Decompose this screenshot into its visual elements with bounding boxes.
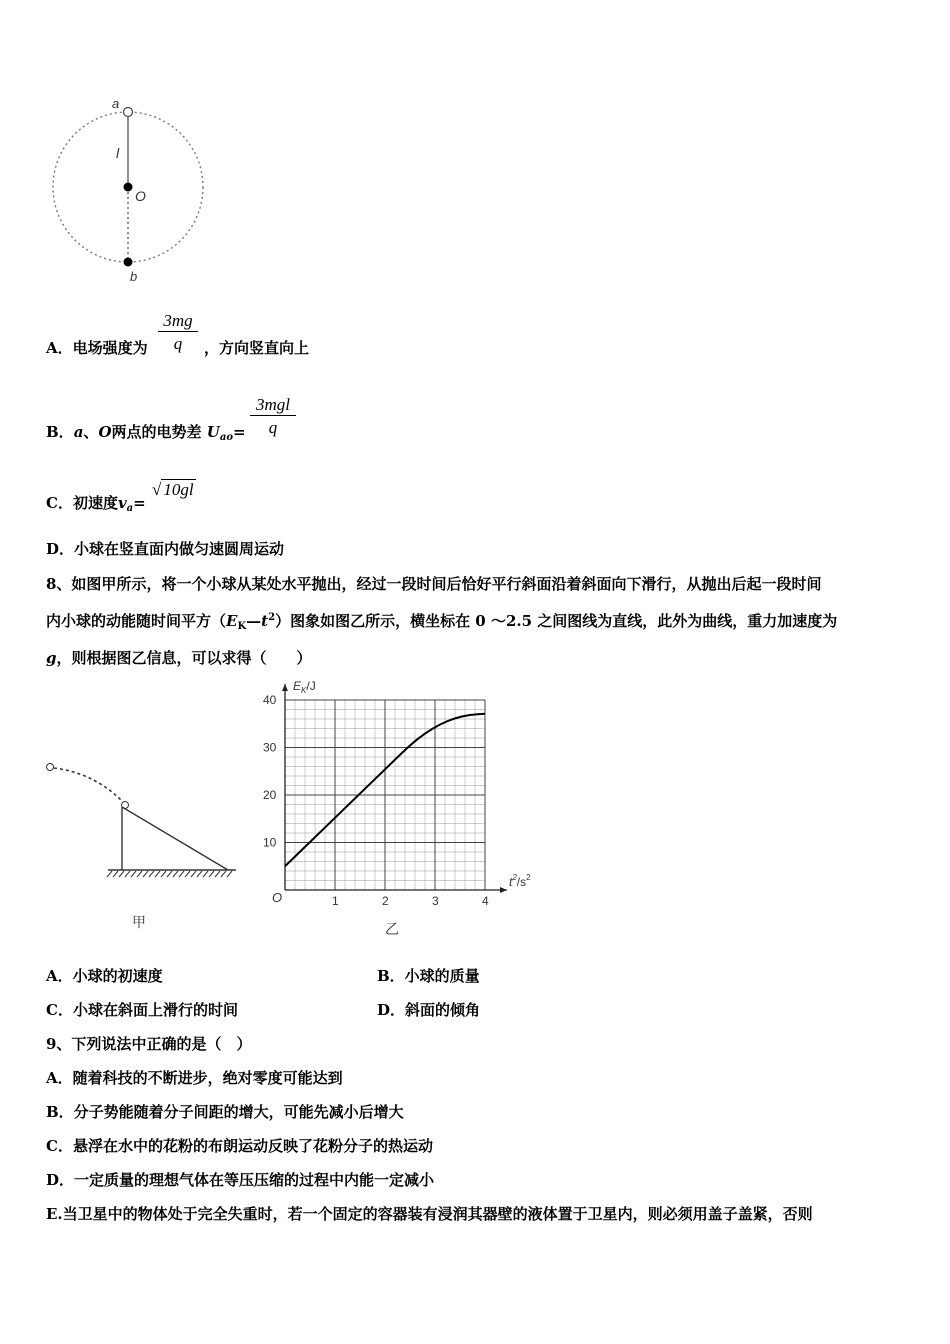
option-8a: A．小球的初速度 xyxy=(46,967,163,985)
q9-title: 9、下列说法中正确的是（ ） xyxy=(46,1035,252,1053)
y-tick-label: 40 xyxy=(263,693,277,707)
option-9e: E.当卫星中的物体处于完全失重时，若一个固定的容器装有浸润其器壁的液体置于卫星内，则必须用盖子盖紧，否则 xyxy=(46,1205,813,1223)
option-7a-suffix: ，方向竖直向上 xyxy=(204,339,310,357)
option-8d: D．斜面的倾角 xyxy=(377,1001,481,1019)
option-9b: B．分子势能随着分子间距的增大，可能先减小后增大 xyxy=(46,1103,404,1121)
fraction-3mg-over-q: 3mg q xyxy=(158,311,198,354)
label-O: O xyxy=(135,188,146,204)
option-7b: B．a、O两点的电势差 $U_{ao}=$ xyxy=(46,423,246,443)
x-tick-label: 3 xyxy=(432,894,439,908)
chart-y-axis-label: $E_K/J$ xyxy=(293,679,316,695)
point-O xyxy=(124,183,133,192)
label-b: b xyxy=(130,269,138,284)
launch-ball xyxy=(47,764,54,771)
fraction-3mgl-over-q: 3mgl q xyxy=(250,395,296,438)
option-7d: D．小球在竖直面内做匀速圆周运动 xyxy=(46,540,285,558)
x-tick-label: 1 xyxy=(332,894,339,908)
y-tick-label: 30 xyxy=(263,740,277,755)
option-9c: C．悬浮在水中的花粉的布朗运动反映了花粉分子的热运动 xyxy=(46,1137,433,1155)
x-axis-arrow xyxy=(500,887,507,893)
label-a: a xyxy=(112,96,120,111)
figure-jia xyxy=(40,755,250,940)
y-axis-arrow xyxy=(282,684,288,691)
label-l: l xyxy=(116,145,120,161)
y-tick-label: 10 xyxy=(263,835,277,850)
x-tick-label: 4 xyxy=(482,894,489,908)
ek-t2-chart xyxy=(255,672,545,942)
point-b xyxy=(124,258,133,267)
circle-figure xyxy=(40,90,220,290)
y-tick-label: 20 xyxy=(263,788,277,802)
x-tick-label: 2 xyxy=(382,894,389,908)
chart-x-axis-label: $t^2/s^2$ xyxy=(509,873,531,889)
point-a xyxy=(124,108,133,117)
option-8b: B．小球的质量 xyxy=(377,967,480,985)
option-8c: C．小球在斜面上滑行的时间 xyxy=(46,1001,238,1019)
figure-yi-label: 乙 xyxy=(385,921,399,937)
q8-line1: 8、如图甲所示，将一个小球从某处水平抛出，经过一段时间后恰好平行斜面沿着斜面向下滑行，从抛出后起一段时间 xyxy=(46,575,822,593)
sqrt-10gl: √ 10gl xyxy=(152,480,194,499)
option-9d: D．一定质量的理想气体在等压压缩的过程中内能一定减小 xyxy=(46,1171,435,1189)
chart-origin-label: O xyxy=(272,890,283,905)
q8-line3: g，则根据图乙信息，可以求得（ ） xyxy=(46,649,312,667)
option-9a: A．随着科技的不断进步，绝对零度可能达到 xyxy=(46,1069,343,1087)
q8-line2: 内小球的动能随时间平方$(E_K—t^2)$图象如图乙所示，横坐标在 0 ～2.5 之间图线为直线，此外为曲线，重力加速度为 xyxy=(46,612,838,632)
figure-jia-label: 甲 xyxy=(132,914,146,930)
option-7c: C．初速度$v_a=$ xyxy=(46,494,146,514)
option-7a: A．电场强度为 xyxy=(46,339,148,357)
